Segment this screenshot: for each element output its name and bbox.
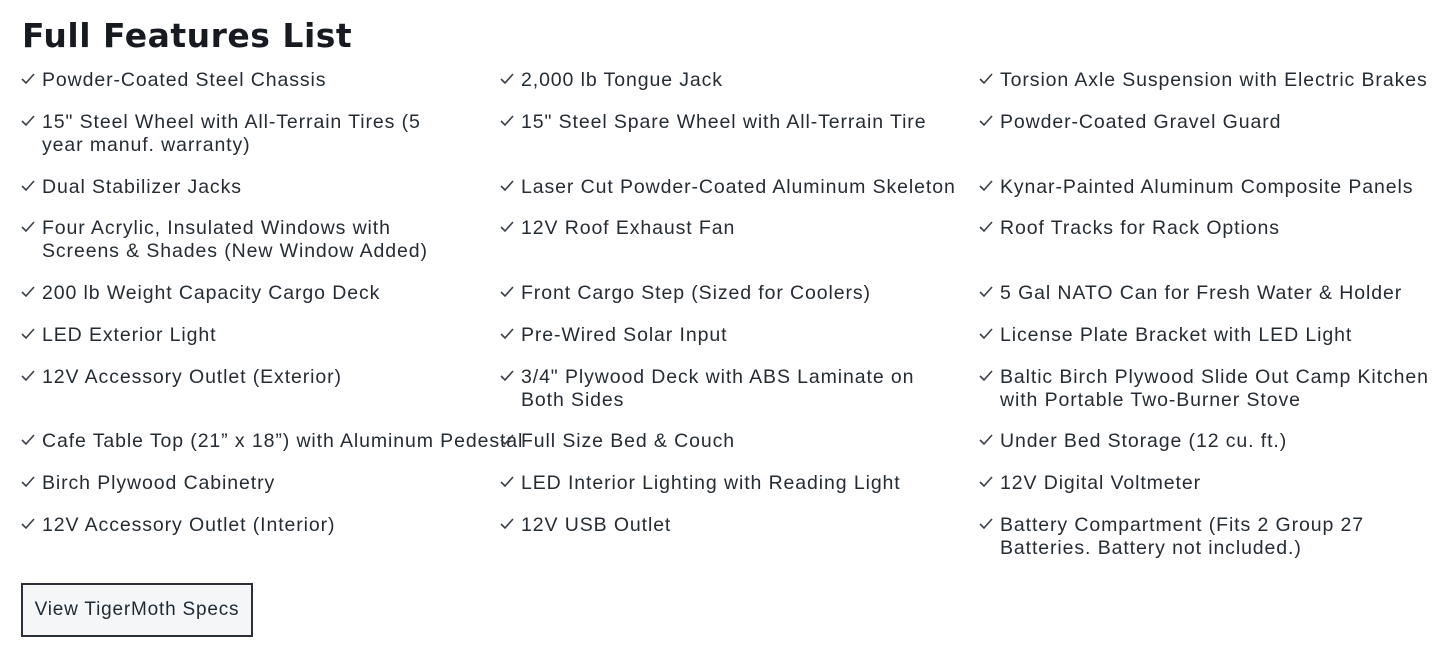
check-icon <box>978 474 994 490</box>
feature-label: Laser Cut Powder-Coated Aluminum Skeleton <box>521 176 956 198</box>
check-icon <box>978 368 994 384</box>
check-icon <box>20 113 36 129</box>
check-icon <box>978 284 994 300</box>
feature-label: 3/4" Plywood Deck with ABS Laminate on Both Sides <box>521 366 915 411</box>
feature-label: Powder-Coated Steel Chassis <box>42 69 327 91</box>
list-item <box>20 472 275 495</box>
feature-label: LED Exterior Light <box>42 324 217 346</box>
list-item <box>20 514 335 537</box>
check-icon <box>499 178 515 194</box>
check-icon <box>499 516 515 532</box>
list-item <box>20 430 523 453</box>
check-icon <box>20 178 36 194</box>
feature-label: Torsion Axle Suspension with Electric Brakes <box>1000 69 1428 91</box>
list-item <box>499 69 723 92</box>
check-icon <box>978 432 994 448</box>
check-icon <box>978 71 994 87</box>
feature-label: 2,000 lb Tongue Jack <box>521 69 723 91</box>
check-icon <box>978 516 994 532</box>
list-item <box>499 111 926 134</box>
list-item <box>978 366 1440 412</box>
feature-label: 12V USB Outlet <box>521 514 672 536</box>
feature-label: 12V Digital Voltmeter <box>1000 472 1201 494</box>
page-title: Full Features List <box>22 16 353 55</box>
list-item <box>978 430 1287 453</box>
check-icon <box>978 219 994 235</box>
list-item <box>20 69 326 92</box>
check-icon <box>20 368 36 384</box>
feature-label: 15" Steel Spare Wheel with All-Terrain Tire <box>521 111 927 133</box>
list-item <box>20 324 216 347</box>
list-item <box>20 111 442 157</box>
check-icon <box>978 113 994 129</box>
list-item <box>20 366 342 389</box>
list-item <box>499 217 735 240</box>
feature-label: 12V Accessory Outlet (Exterior) <box>42 366 342 388</box>
feature-label: 5 Gal NATO Can for Fresh Water & Holder <box>1000 282 1403 304</box>
check-icon <box>499 432 515 448</box>
feature-label: Front Cargo Step (Sized for Coolers) <box>521 282 871 304</box>
check-icon <box>499 219 515 235</box>
list-item <box>499 324 727 347</box>
list-item <box>499 282 871 305</box>
feature-label: Full Size Bed & Couch <box>521 430 735 452</box>
check-icon <box>499 113 515 129</box>
feature-label: Dual Stabilizer Jacks <box>42 176 242 198</box>
list-item <box>499 366 941 412</box>
list-item <box>499 176 956 199</box>
feature-label: Roof Tracks for Rack Options <box>1000 217 1280 239</box>
check-icon <box>20 516 36 532</box>
feature-label: 12V Accessory Outlet (Interior) <box>42 514 336 536</box>
list-item <box>978 69 1428 92</box>
feature-label: Pre-Wired Solar Input <box>521 324 728 346</box>
check-icon <box>20 474 36 490</box>
check-icon <box>20 326 36 342</box>
feature-label: LED Interior Lighting with Reading Light <box>521 472 901 494</box>
feature-label: Powder-Coated Gravel Guard <box>1000 111 1282 133</box>
check-icon <box>499 474 515 490</box>
check-icon <box>20 219 36 235</box>
check-icon <box>978 178 994 194</box>
feature-label: Under Bed Storage (12 cu. ft.) <box>1000 430 1288 452</box>
list-item <box>978 324 1352 347</box>
check-icon <box>499 71 515 87</box>
feature-label: 200 lb Weight Capacity Cargo Deck <box>42 282 381 304</box>
list-item <box>20 176 242 199</box>
feature-label: 15" Steel Wheel with All-Terrain Tires (5 year manuf. warranty) <box>42 111 421 156</box>
check-icon <box>499 326 515 342</box>
feature-label: Birch Plywood Cabinetry <box>42 472 276 494</box>
list-item <box>499 472 901 495</box>
list-item <box>978 282 1402 305</box>
list-item <box>20 282 380 305</box>
list-item <box>499 514 671 537</box>
list-item <box>978 111 1281 134</box>
check-icon <box>499 284 515 300</box>
check-icon <box>499 368 515 384</box>
list-item <box>978 472 1201 495</box>
list-item <box>978 514 1440 560</box>
feature-label: Battery Compartment (Fits 2 Group 27 Batteries. Battery not included.) <box>1000 514 1365 559</box>
list-item <box>978 176 1413 199</box>
feature-label: 12V Roof Exhaust Fan <box>521 217 736 239</box>
feature-label: License Plate Bracket with LED Light <box>1000 324 1353 346</box>
feature-label: Cafe Table Top (21” x 18”) with Aluminum Pedestal <box>42 430 524 452</box>
list-item <box>499 430 735 453</box>
check-icon <box>978 326 994 342</box>
feature-label: Baltic Birch Plywood Slide Out Camp Kitchen with Portable Two-Burner Stove <box>1000 366 1429 411</box>
list-item <box>20 217 472 263</box>
feature-label: Four Acrylic, Insulated Windows with Screens & Shades (New Window Added) <box>42 217 428 262</box>
check-icon <box>20 432 36 448</box>
view-specs-button[interactable]: View TigerMoth Specs <box>21 583 253 637</box>
list-item <box>978 217 1280 240</box>
check-icon <box>20 284 36 300</box>
check-icon <box>20 71 36 87</box>
feature-label: Kynar-Painted Aluminum Composite Panels <box>1000 176 1414 198</box>
